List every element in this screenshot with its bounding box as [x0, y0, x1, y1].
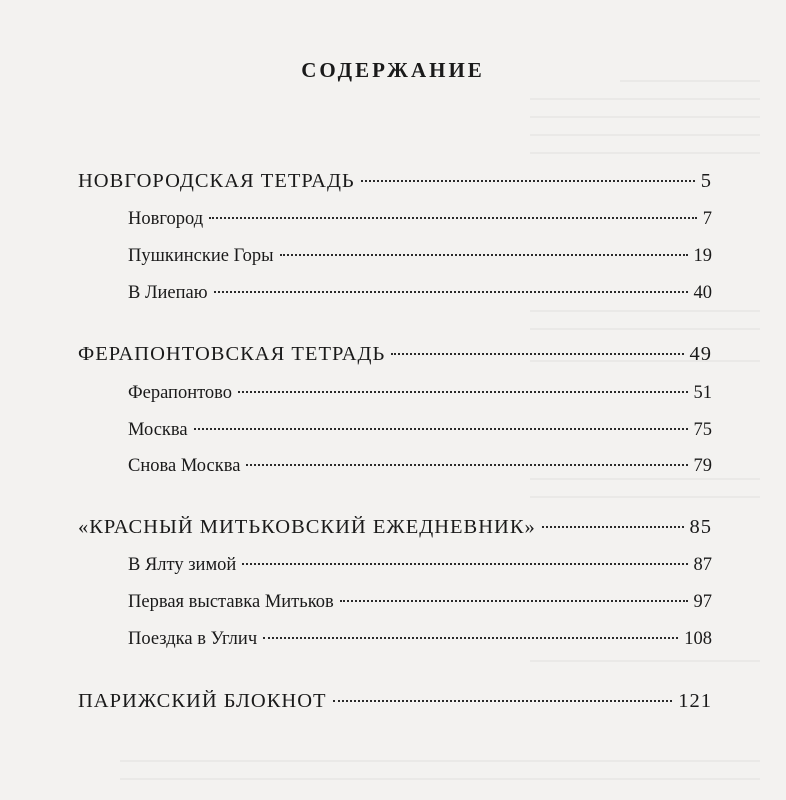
page-number: 108: [684, 629, 712, 649]
leader-dots: [280, 254, 688, 256]
page-number: 75: [693, 420, 712, 440]
item-title: Снова Москва: [128, 456, 241, 476]
leader-dots: [246, 464, 687, 466]
leader-dots: [242, 563, 687, 565]
leader-dots: [209, 217, 697, 219]
toc-section-2[interactable]: [78, 516, 712, 539]
item-title: Ферапонтово: [128, 383, 233, 403]
toc-item[interactable]: [128, 420, 712, 441]
leader-dots: [214, 291, 688, 293]
section-title: ПАРИЖСКИЙ БЛОКНОТ: [78, 690, 327, 712]
toc-item[interactable]: [128, 246, 712, 267]
page-number: 87: [693, 555, 712, 575]
page-number: 51: [693, 383, 712, 403]
section-title: ФЕРАПОНТОВСКАЯ ТЕТРАДЬ: [78, 343, 386, 365]
toc-section-1[interactable]: [78, 343, 712, 366]
toc-item[interactable]: [128, 456, 712, 477]
page-number: 49: [689, 343, 712, 365]
leader-dots: [333, 700, 673, 702]
item-title: Пушкинские Горы: [128, 246, 274, 266]
leader-dots: [263, 637, 678, 639]
toc-item[interactable]: [128, 629, 712, 650]
item-title: Москва: [128, 420, 188, 440]
page-number: 97: [693, 592, 712, 612]
item-title: Поездка в Углич: [128, 629, 258, 649]
item-title: В Лиепаю: [128, 283, 208, 303]
section-title: «КРАСНЫЙ МИТЬКОВСКИЙ ЕЖЕДНЕВНИК»: [78, 516, 536, 538]
section-title: НОВГОРОДСКАЯ ТЕТРАДЬ: [78, 170, 355, 192]
leader-dots: [194, 428, 688, 430]
item-title: В Ялту зимой: [128, 555, 237, 575]
item-title: Новгород: [128, 209, 204, 229]
page-number: 79: [693, 456, 712, 476]
leader-dots: [340, 600, 688, 602]
page-number: 121: [678, 690, 712, 712]
page-number: 7: [702, 209, 712, 229]
toc-item[interactable]: [128, 209, 712, 230]
toc-item[interactable]: [128, 283, 712, 304]
toc-item[interactable]: [128, 555, 712, 576]
leader-dots: [238, 391, 687, 393]
page-number: 5: [700, 170, 712, 192]
leader-dots: [542, 526, 684, 528]
page-number: 19: [693, 246, 712, 266]
toc-section-0[interactable]: [78, 170, 712, 193]
leader-dots: [361, 180, 695, 182]
toc-item[interactable]: [128, 383, 712, 404]
toc-section-3[interactable]: [78, 690, 712, 713]
toc-item[interactable]: [128, 592, 712, 613]
leader-dots: [391, 353, 683, 355]
page-number: 85: [689, 516, 712, 538]
page-number: 40: [693, 283, 712, 303]
page-title: СОДЕРЖАНИЕ: [301, 58, 485, 82]
item-title: Первая выставка Митьков: [128, 592, 334, 612]
